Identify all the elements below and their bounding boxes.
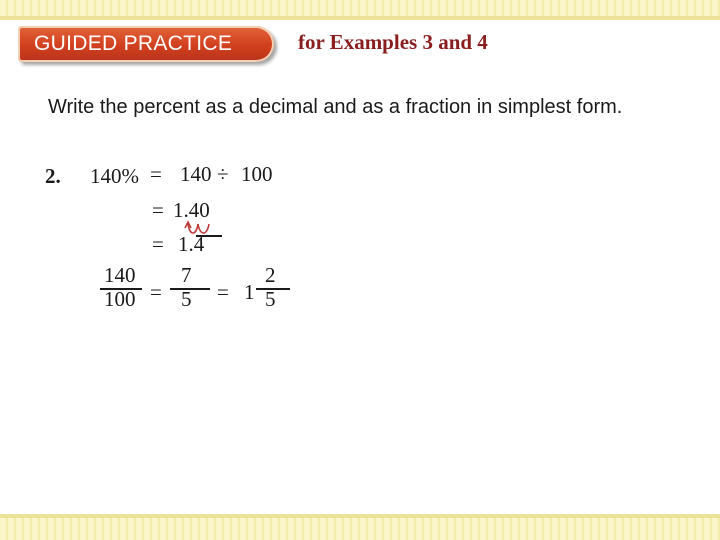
problem-number: 2.	[45, 164, 61, 188]
badge-label: GUIDED PRACTICE	[34, 32, 233, 55]
equals-sign: =	[217, 280, 229, 304]
examples-subtitle: for Examples 3 and 4	[298, 30, 488, 54]
equals-sign: =	[152, 232, 164, 256]
dividend: 140	[180, 162, 212, 186]
divide-sign: ÷	[217, 162, 229, 186]
equals-sign: =	[152, 198, 164, 222]
fraction-numerator: 140	[104, 263, 136, 287]
equals-sign: =	[150, 162, 162, 186]
instruction-text: Write the percent as a decimal and as a fraction in simplest form.	[48, 96, 623, 118]
bottom-decorative-band	[0, 514, 720, 540]
mixed-whole: 1	[244, 280, 255, 304]
fraction-denominator: 100	[104, 287, 136, 311]
percent-value: 140%	[90, 164, 139, 188]
mixed-numerator: 2	[265, 263, 276, 287]
mixed-denominator: 5	[265, 287, 276, 311]
simplified-denominator: 5	[181, 287, 192, 311]
equals-sign: =	[150, 280, 162, 304]
divisor: 100	[241, 162, 273, 186]
decimal-before-shift: 1.40	[173, 198, 210, 222]
top-decorative-band	[0, 0, 720, 20]
decimal-result: 1.4	[178, 232, 205, 256]
simplified-numerator: 7	[181, 263, 192, 287]
